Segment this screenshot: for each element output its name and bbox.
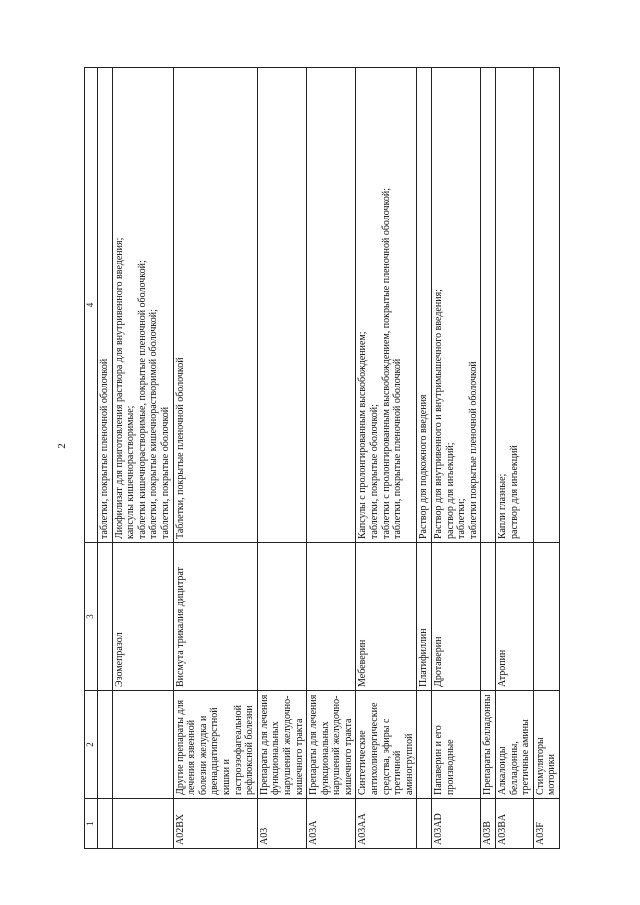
table-row <box>533 68 559 849</box>
form-line: Капсулы с пролонгированным высвобождением; <box>357 331 369 539</box>
table-row <box>98 68 113 849</box>
page-number: 2 <box>56 443 68 449</box>
form-line: таблетки; <box>456 498 468 539</box>
header-cell: 3 <box>85 543 98 691</box>
form-line: таблетки кишечнорастворимые, покрытые пленочной оболочкой; <box>136 260 148 539</box>
forms-cell <box>417 68 432 543</box>
forms-cell <box>173 68 257 543</box>
header-cell: 4 <box>85 68 98 543</box>
header-cell: 2 <box>85 691 98 799</box>
rotated-table-wrapper <box>84 67 580 849</box>
code-cell: A03AD <box>432 799 481 849</box>
drug-cell: Мебеверин <box>356 543 417 691</box>
group-cell: Другие препараты для лечения язвенной болезни желудка и двенадцатиперстной кишки и гастроэзофагеальной рефлюксной болезни <box>173 691 257 799</box>
code-cell: A03B <box>481 799 496 849</box>
table-body <box>98 68 560 849</box>
drug-cell: Дротаверин <box>432 543 481 691</box>
group-cell <box>98 691 113 799</box>
table-row <box>307 68 356 849</box>
form-line: таблетки, покрытые кишечнорастворимой оболочкой; <box>148 309 160 539</box>
drug-cell <box>533 543 559 691</box>
table-row <box>417 68 432 849</box>
forms-cell <box>307 68 356 543</box>
drug-table <box>84 67 560 849</box>
form-line: Капли глазные; <box>497 473 508 539</box>
code-cell: A03 <box>257 799 306 849</box>
forms-cell <box>432 68 481 543</box>
header-cell: 1 <box>85 799 98 849</box>
table-row <box>432 68 481 849</box>
drug-cell <box>307 543 356 691</box>
code-cell: A03F <box>533 799 559 849</box>
drug-cell <box>98 543 113 691</box>
table-row <box>496 68 534 849</box>
header-row <box>85 68 98 849</box>
drug-cell: Эзомепразол <box>112 543 173 691</box>
form-line: таблетки, покрытые оболочкой; <box>369 404 381 539</box>
code-cell: A02BX <box>173 799 257 849</box>
group-cell: Стимуляторы моторики <box>533 691 559 799</box>
group-cell: Препараты белладонны <box>481 691 496 799</box>
group-cell: Папаверин и его производные <box>432 691 481 799</box>
forms-cell <box>112 68 173 543</box>
drug-cell: Платифиллин <box>417 543 432 691</box>
code-cell: A03BA <box>496 799 534 849</box>
form-line: таблетки покрытые пленочной оболочкой <box>467 361 479 539</box>
drug-cell: Висмута трикалия дицитрат <box>173 543 257 691</box>
form-line: Раствор для подкожного введения <box>418 394 430 539</box>
table-row <box>112 68 173 849</box>
code-cell <box>98 799 113 849</box>
code-cell <box>417 799 432 849</box>
form-line: раствор для инъекций; <box>444 442 456 539</box>
forms-cell <box>98 68 113 543</box>
group-cell: Алкалоиды белладонны, третичные амины <box>496 691 534 799</box>
code-cell <box>112 799 173 849</box>
form-line: Лиофилизат для приготовления раствора для внутривенного введения; <box>113 237 125 539</box>
forms-cell <box>533 68 559 543</box>
forms-cell <box>496 68 534 543</box>
form-line: Таблетки, покрытые пленочной оболочкой <box>174 357 186 539</box>
forms-cell <box>257 68 306 543</box>
form-line: таблетки с пролонгированным высвобождением, покрытые пленочной оболочкой; <box>380 187 392 539</box>
table-row <box>257 68 306 849</box>
table-row <box>173 68 257 849</box>
table-row <box>356 68 417 849</box>
form-line: таблетки, покрытые пленочной оболочкой <box>99 358 110 539</box>
group-cell: Препараты для лечения функциональных нарушений желудочно-кишечного тракта <box>257 691 306 799</box>
form-line: капсулы кишечнорастворимые; <box>125 405 137 539</box>
group-cell <box>112 691 173 799</box>
forms-cell <box>481 68 496 543</box>
document-sheet <box>84 67 580 849</box>
form-line: таблетки, покрытые оболочкой <box>159 406 171 539</box>
form-line: Раствор для внутривенного и внутримышечного введения; <box>433 289 445 539</box>
group-cell <box>417 691 432 799</box>
code-cell: A03AA <box>356 799 417 849</box>
group-cell: Синтетические антихолинергические средства, эфиры с третичной аминогруппой <box>356 691 417 799</box>
forms-cell <box>356 68 417 543</box>
code-cell: A03A <box>307 799 356 849</box>
form-line: таблетки, покрытые пленочной оболочкой <box>392 358 404 539</box>
group-cell: Препараты для лечения функциональных нарушений желудочно-кишечного тракта <box>307 691 356 799</box>
table-row <box>481 68 496 849</box>
drug-cell <box>257 543 306 691</box>
drug-cell <box>481 543 496 691</box>
form-line: раствор для инъекций <box>508 445 520 539</box>
drug-cell: Атропин <box>496 543 534 691</box>
